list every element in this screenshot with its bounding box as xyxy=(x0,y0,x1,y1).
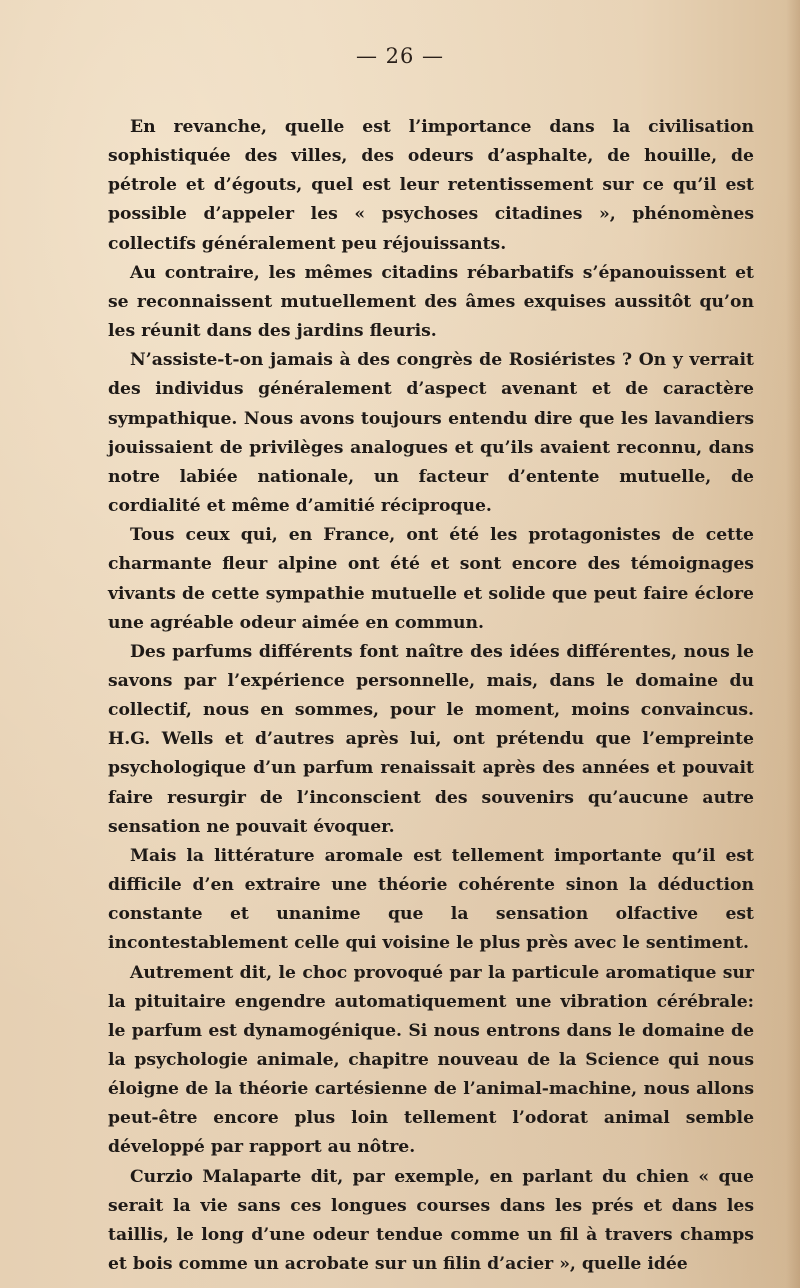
paragraph-1: En revanche, quelle est l’importance dans la civilisation sophistiquée des villes, des odeurs d’asphalte, de houille, de pétrole et d’égouts, quel est leur retentissement sur ce qu’il est possible d’appeler les « psychoses citadines », phénomènes collectifs généralement peu réjouissants. xyxy=(108,117,754,254)
paragraph-6: Mais la littérature aromale est tellement importante qu’il est difficile d’en extraire une théorie cohérente sinon la déduction constante et unanime que la sensation olfactive est incontestablement celle qui voisine le plus près avec le sentiment. xyxy=(108,845,754,954)
page-edge-shadow xyxy=(786,0,800,1288)
paragraph-7: Autrement dit, le choc provoqué par la particule aromatique sur la pituitaire engendre automatiquement une vibration cérébrale: le parfum est dynamogénique. Si nous entrons dans le domaine de la psychologie animale, chapitre nouveau de la Science qui nous éloigne de la théorie cartésienne de l’animal-machine, nous allons peut-être encore plus loin tellement l’odorat animal semble développé par rapport au nôtre. xyxy=(108,962,754,1158)
paragraph-4: Tous ceux qui, en France, ont été les protagonistes de cette charmante fleur alpine ont été et sont encore des témoignages vivants de cette sympathie mutuelle et solide que peut faire éclore une agréable odeur aimée en commun. xyxy=(108,525,754,633)
paragraph-8: Curzio Malaparte dit, par exemple, en parlant du chien « que serait la vie sans ces longues courses dans les prés et dans les taillis, le long d’une odeur tendue comme un fil à travers champs et bois comme un acrobate sur un filin d’acier », quelle idée xyxy=(108,1166,754,1275)
paragraph-2: Au contraire, les mêmes citadins rébarbatifs s’épanouissent et se reconnaissent mutuellement des âmes exquises aussitôt qu’on les réunit dans des jardins fleuris. xyxy=(108,262,754,342)
paragraph-3: N’assiste-t-on jamais à des congrès de Rosiéristes ? On y verrait des individus généralement d’aspect avenant et de caractère sympathique. Nous avons toujours entendu dire que les lavandiers jouissaient de privilèges analogues et qu’ils avaient reconnu, dans notre labiée nationale, un facteur d’entente mutuelle, de cordialité et même d’amitié réciproque. xyxy=(108,350,754,517)
body-text xyxy=(108,113,754,1279)
paragraph-5: Des parfums différents font naître des idées différentes, nous le savons par l’expérience personnelle, mais, dans le domaine du collectif, nous en sommes, pour le moment, moins convaincus. H.G. Wells et d’autres après lui, ont prétendu que l’empreinte psychologique d’un parfum renaissait après des années et pouvait faire resurgir de l’inconscient des souvenirs qu’aucune autre sensation ne pouvait évoquer. xyxy=(108,641,754,837)
page-number: — 26 — xyxy=(355,44,445,68)
